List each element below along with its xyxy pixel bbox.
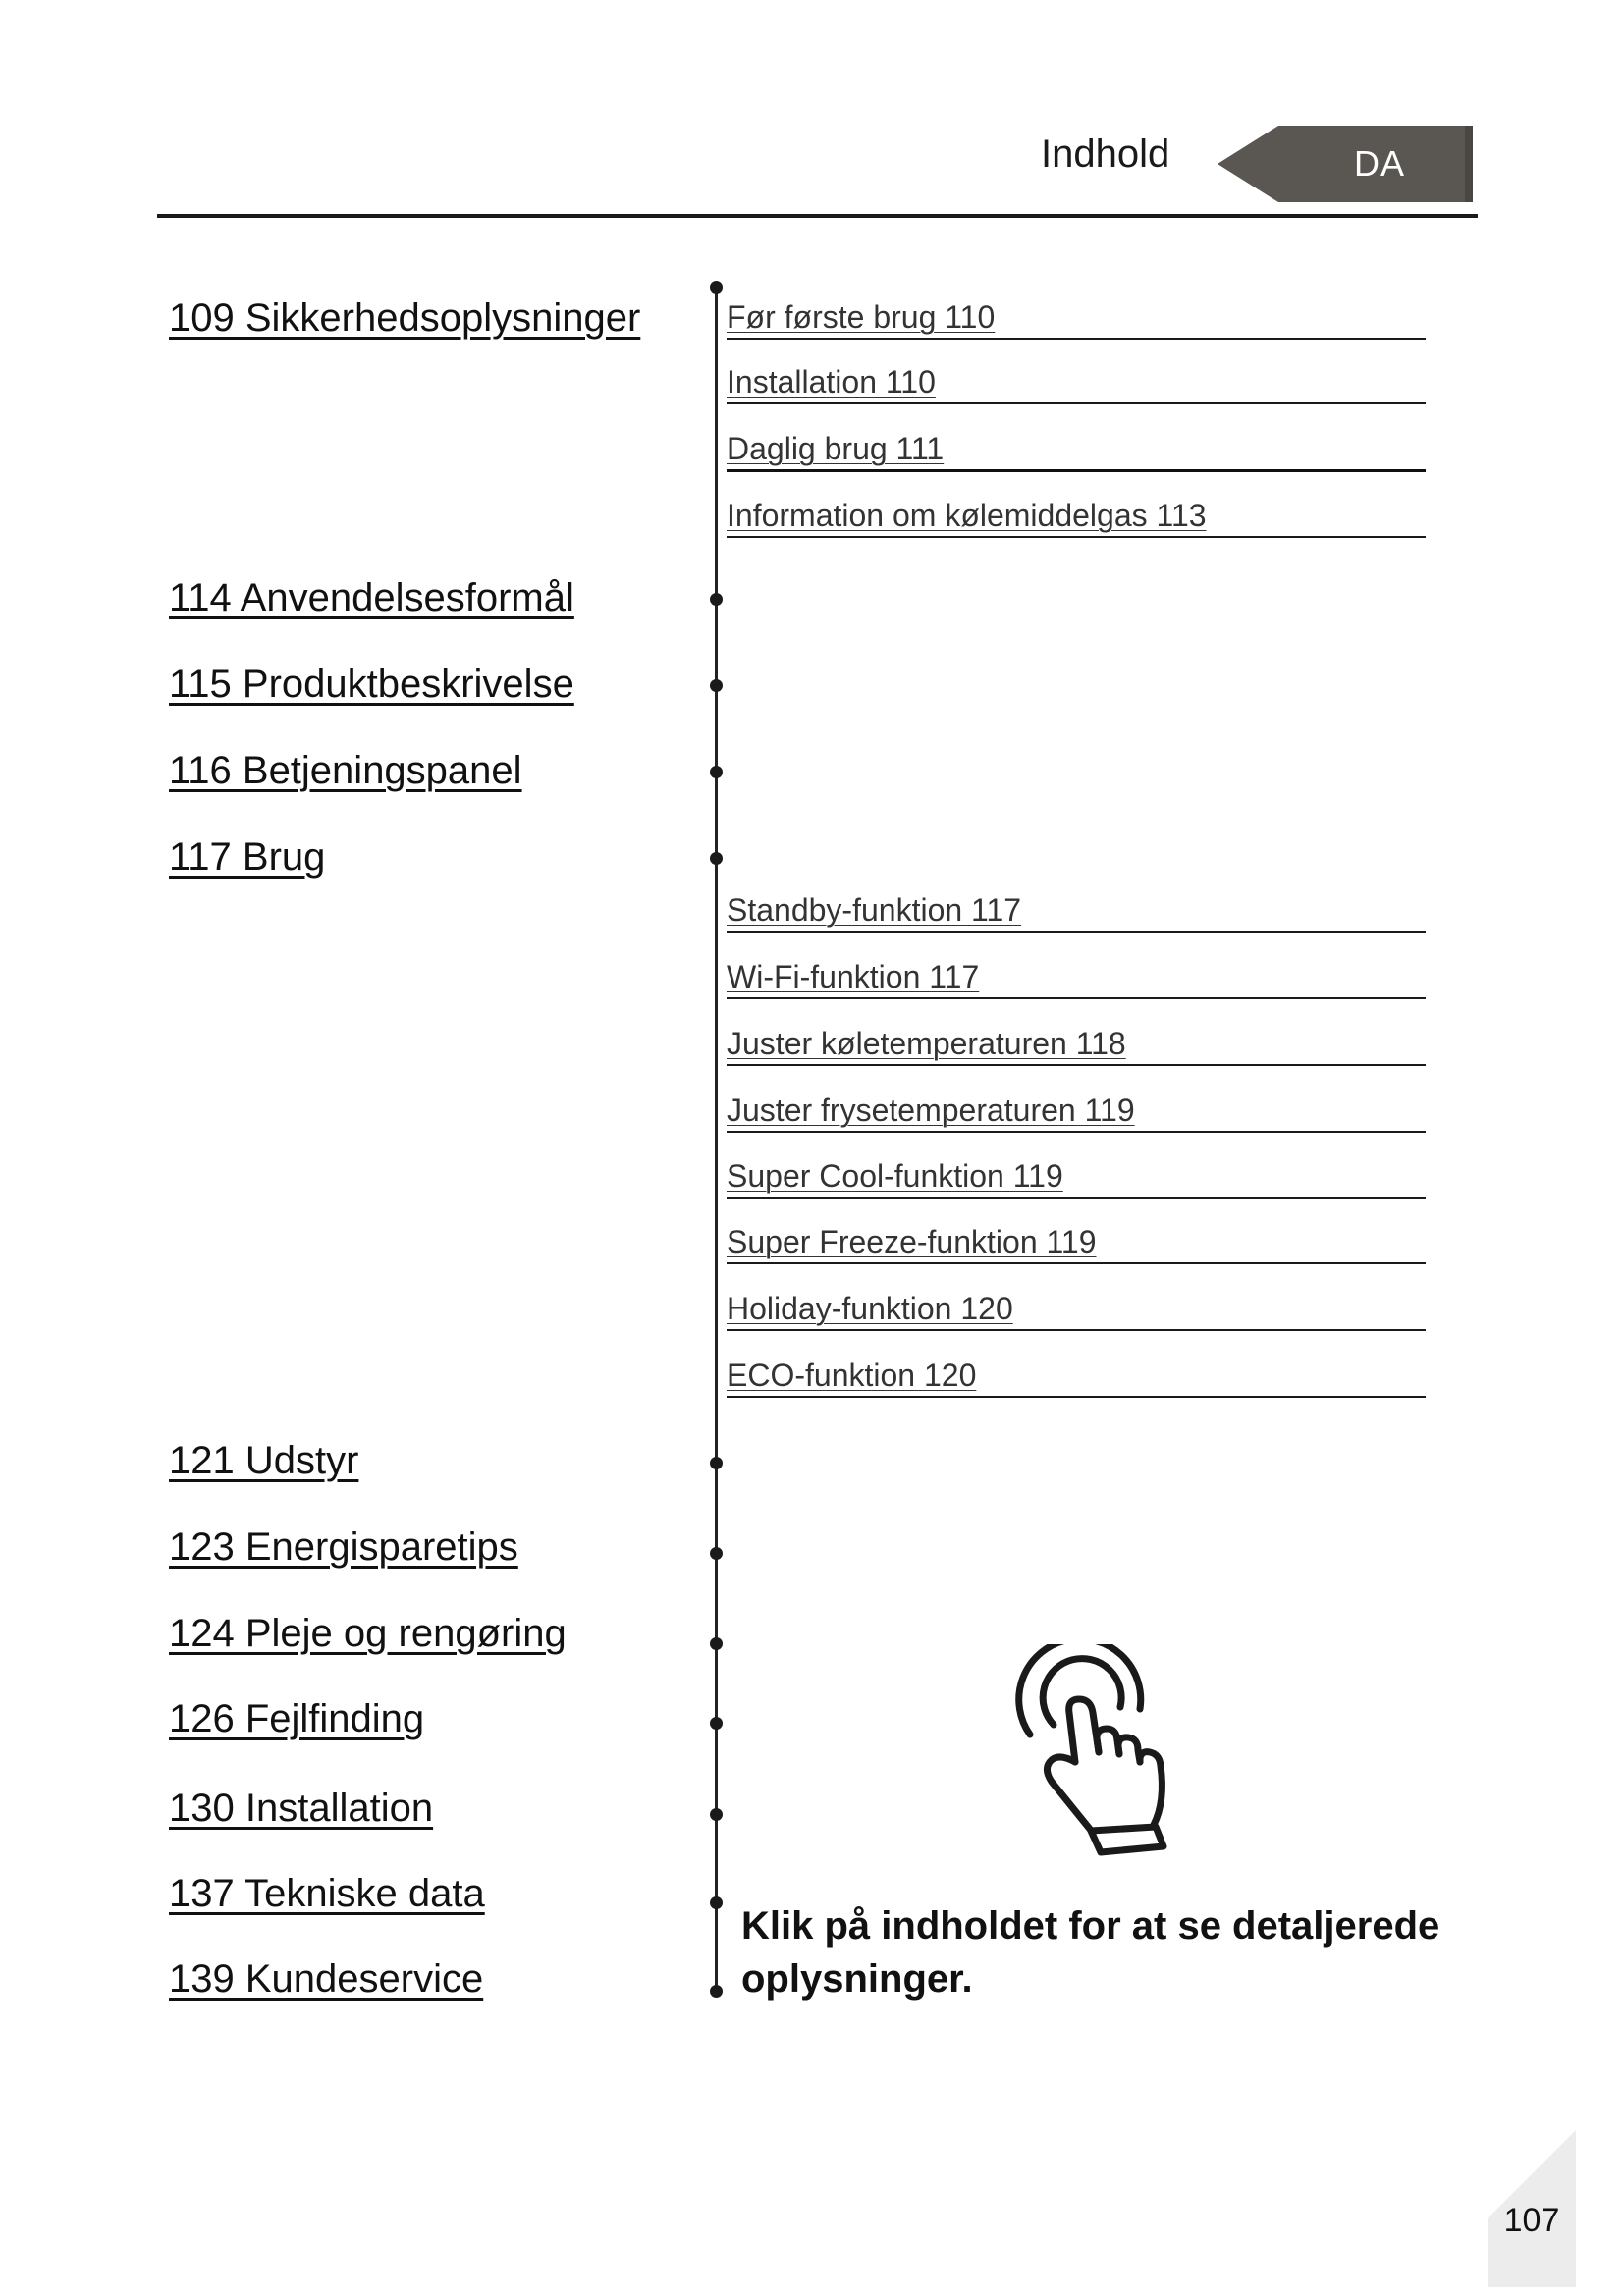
timeline-dot — [710, 766, 723, 778]
timeline-dot — [710, 679, 723, 692]
toc-subentry-label: Information om kølemiddelgas 113 — [727, 498, 1207, 533]
toc-subentry-label: Juster frysetemperaturen 119 — [727, 1093, 1135, 1128]
page-title: Indhold — [1041, 133, 1170, 176]
toc-entry-customer-service[interactable]: 139 Kundeservice — [169, 1957, 484, 2001]
language-code: DA — [1353, 143, 1405, 184]
toc-subentry-label: Daglig brug 111 — [727, 431, 945, 466]
toc-entry-installation[interactable]: 130 Installation — [169, 1787, 434, 1830]
toc-subentry-label: Super Freeze-funktion 119 — [727, 1224, 1097, 1259]
timeline-dot — [710, 1896, 723, 1909]
page-number: 107 — [1503, 2202, 1560, 2239]
toc-subentry-label: Standby-funktion 117 — [727, 892, 1022, 928]
toc-entry-care-cleaning[interactable]: 124 Pleje og rengøring — [169, 1612, 567, 1655]
tap-hand-icon — [1006, 1644, 1203, 1865]
timeline-dot — [710, 1717, 723, 1730]
toc-subentry-label: Før første brug 110 — [727, 299, 996, 335]
toc-subentry[interactable] — [727, 881, 1426, 933]
language-tab — [1218, 126, 1473, 202]
toc-entry-safety[interactable]: 109 Sikkerhedsoplysninger — [169, 296, 641, 340]
timeline-dot — [710, 1547, 723, 1560]
toc-subentry[interactable] — [727, 289, 1426, 340]
timeline-line — [715, 287, 718, 1995]
toc-entry-energy-tips[interactable]: 123 Energisparetips — [169, 1525, 518, 1569]
toc-entry-accessories[interactable]: 121 Udstyr — [169, 1439, 359, 1482]
timeline-dot — [710, 1985, 723, 1998]
toc-entry-usage[interactable]: 117 Brug — [169, 835, 326, 879]
click-hint-text: Klik på indholdet for at se detaljerede oplysninger. — [741, 1904, 1440, 2001]
toc-subentry[interactable] — [727, 353, 1426, 404]
timeline-dot — [710, 281, 723, 294]
toc-entry-troubleshooting[interactable]: 126 Fejlfinding — [169, 1697, 425, 1740]
toc-subentry[interactable] — [727, 1213, 1426, 1264]
toc-subentry-label: ECO-funktion 120 — [727, 1358, 977, 1393]
toc-entry-product-description[interactable]: 115 Produktbeskrivelse — [169, 663, 574, 706]
header-divider — [157, 214, 1478, 218]
toc-subentry-label: Holiday-funktion 120 — [727, 1291, 1013, 1326]
toc-subentry-label: Installation 110 — [727, 364, 936, 400]
timeline-dot — [710, 1637, 723, 1650]
toc-subentry[interactable] — [727, 1347, 1426, 1398]
timeline-dot — [710, 1457, 723, 1469]
toc-entry-intended-use[interactable]: 114 Anvendelsesformål — [169, 576, 574, 619]
toc-subentry[interactable] — [727, 1082, 1426, 1133]
toc-subentry-label: Wi-Fi-funktion 117 — [727, 959, 980, 994]
toc-entry-technical-data[interactable]: 137 Tekniske data — [169, 1872, 485, 1915]
toc-subentry[interactable] — [727, 420, 1426, 472]
toc-subentry[interactable] — [727, 1280, 1426, 1331]
toc-timeline — [709, 277, 723, 2004]
toc-subentry-label: Juster køletemperaturen 118 — [727, 1026, 1126, 1061]
timeline-dot — [710, 593, 723, 606]
toc-subentry-label: Super Cool-funktion 119 — [727, 1158, 1063, 1194]
toc-subentry[interactable] — [727, 487, 1426, 538]
timeline-dot — [710, 852, 723, 865]
toc-subentry[interactable] — [727, 948, 1426, 999]
toc-subentry[interactable] — [727, 1148, 1426, 1199]
toc-entry-control-panel[interactable]: 116 Betjeningspanel — [169, 749, 522, 792]
timeline-dot — [710, 1808, 723, 1821]
toc-subentry[interactable] — [727, 1015, 1426, 1066]
